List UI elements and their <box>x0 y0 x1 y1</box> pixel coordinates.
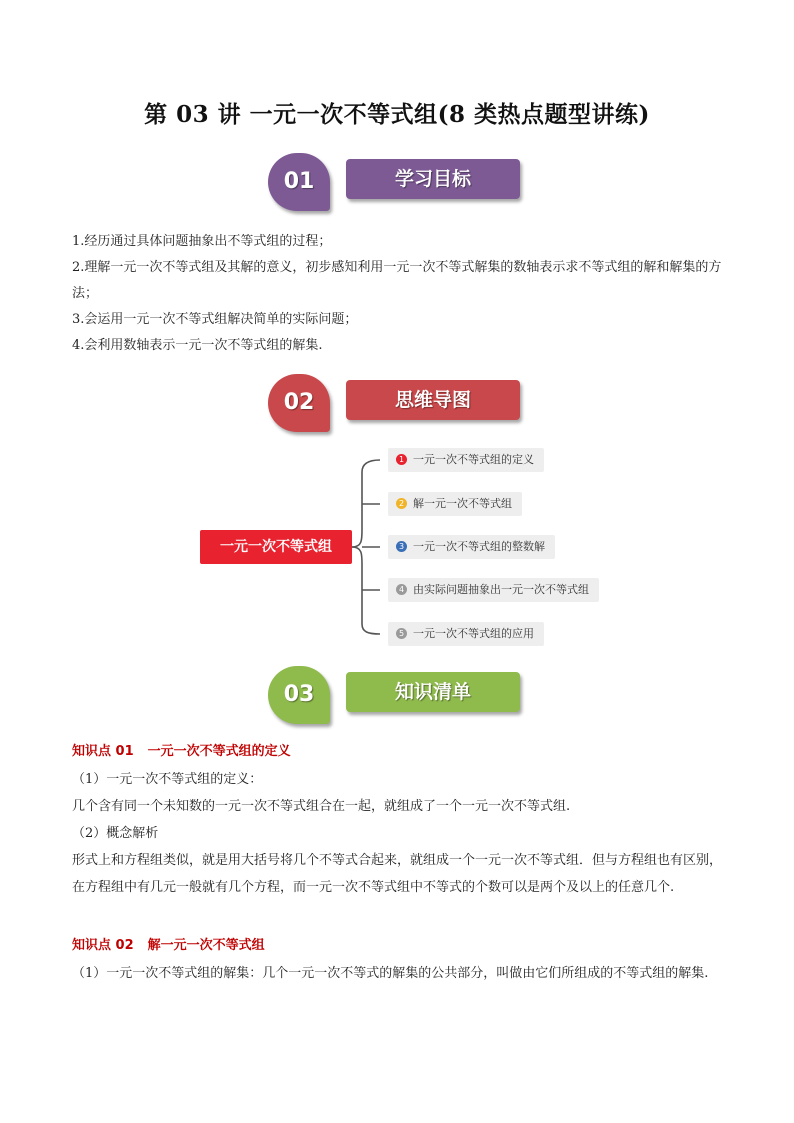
section-title: 知识清单 <box>394 681 471 703</box>
knowledge-point-body <box>72 960 727 987</box>
mindmap-item <box>388 578 599 602</box>
numbered-circle-icon: 2 <box>396 498 407 509</box>
page-title: 第 03 讲 一元一次不等式组(8 类热点题型讲练) <box>144 101 650 128</box>
body-line: （1）一元一次不等式组的解集：几个一元一次不等式的解集的公共部分，叫做由它们所组成的不等式组的解集. <box>72 966 709 981</box>
mindmap-root-node: 一元一次不等式组 <box>200 530 352 564</box>
section-title: 思维导图 <box>394 389 471 411</box>
body-line: 形式上和方程组类似，就是用大括号将几个不等式合起来，就组成一个一元一次不等式组．但与方程组也有区别，在方程组中有几元一般就有几个方程，而一元一次不等式组中不等式的个数可以是两个及以上的任意几个. <box>72 853 723 895</box>
section-banner-goals <box>268 153 530 211</box>
section-title-bar <box>346 672 520 712</box>
body-line: （2）概念解析 <box>72 826 159 841</box>
knowledge-point-heading <box>72 740 291 759</box>
goal-item: 4.会利用数轴表示一元一次不等式组的解集. <box>72 338 323 353</box>
goal-item: 2.理解一元一次不等式组及其解的意义，初步感知利用一元一次不等式解集的数轴表示求不等式组的解和解集的方法； <box>72 260 722 301</box>
mindmap-item-label: 由实际问题抽象出一元一次不等式组 <box>413 583 589 596</box>
knowledge-point-number: 知识点 01 <box>72 744 134 759</box>
goal-item: 1.经历通过具体问题抽象出不等式组的过程； <box>72 234 332 249</box>
knowledge-point-name: 一元一次不等式组的定义 <box>147 744 291 759</box>
section-banner-knowledge <box>268 666 530 724</box>
mindmap-item <box>388 622 544 646</box>
mindmap-brace-connector <box>350 450 390 650</box>
mindmap-item <box>388 535 555 559</box>
mindmap-item-label: 一元一次不等式组的应用 <box>413 627 534 640</box>
knowledge-point-body <box>72 766 727 901</box>
body-line: 几个含有同一个未知数的一元一次不等式组合在一起，就组成了一个一元一次不等式组. <box>72 799 571 814</box>
knowledge-point-name: 解一元一次不等式组 <box>147 938 265 953</box>
mindmap-item <box>388 492 522 516</box>
mindmap-item-label: 一元一次不等式组的定义 <box>413 453 534 466</box>
numbered-circle-icon: 5 <box>396 628 407 639</box>
goal-item: 3.会运用一元一次不等式组解决简单的实际问题； <box>72 312 358 327</box>
section-number: 03 <box>283 682 315 707</box>
knowledge-point-heading <box>72 934 265 953</box>
section-title-bar <box>346 159 520 199</box>
section-number: 01 <box>283 169 315 194</box>
learning-goals <box>72 229 727 359</box>
section-banner-mindmap <box>268 374 530 432</box>
numbered-circle-icon: 4 <box>396 584 407 595</box>
mindmap-item-label: 一元一次不等式组的整数解 <box>413 540 545 553</box>
numbered-circle-icon: 3 <box>396 541 407 552</box>
mindmap-item <box>388 448 544 472</box>
section-title: 学习目标 <box>394 168 471 190</box>
body-line: （1）一元一次不等式组的定义： <box>72 772 263 787</box>
mindmap-item-label: 解一元一次不等式组 <box>413 497 512 510</box>
numbered-circle-icon: 1 <box>396 454 407 465</box>
section-title-bar <box>346 380 520 420</box>
section-number: 02 <box>283 390 315 415</box>
knowledge-point-number: 知识点 02 <box>72 938 134 953</box>
